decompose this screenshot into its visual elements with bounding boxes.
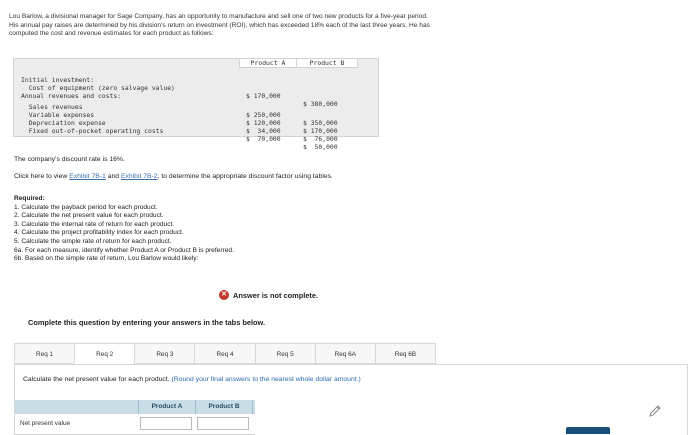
tab-req-3[interactable]: Req 3 <box>134 343 194 364</box>
intro-line: His annual pay raises are determined by his division's return on investment (ROI), which has exceeded 18% each of the last three years. He has <box>9 21 430 29</box>
required-item: 6b. Based on the simple rate of return, Lou Barlow would likely: <box>14 255 199 263</box>
error-x-icon: ✕ <box>219 290 229 300</box>
row-label: Variable expenses <box>21 111 95 119</box>
required-item: 6a. For each measure, identify whether Product A or Product B is preferred. <box>14 246 234 254</box>
required-list <box>14 195 234 264</box>
pencil-icon[interactable] <box>648 404 662 418</box>
tab-instruction <box>23 376 361 383</box>
value-product-b: $ 76,000 <box>303 135 338 143</box>
intro-line: computed the cost and revenue estimates for each product as follows: <box>9 30 214 38</box>
exhibit-prefix: Click here to view <box>14 173 70 180</box>
row-label: Depreciation expense <box>21 119 106 127</box>
tab-req-6b[interactable]: Req 6B <box>375 343 436 364</box>
required-item: 4. Calculate the project profitability index for each product. <box>14 229 184 237</box>
problem-intro <box>9 13 609 39</box>
required-heading: Required: <box>14 195 45 202</box>
exhibit-middle: and <box>105 173 121 180</box>
row-label: Annual revenues and costs: <box>21 92 122 100</box>
tab-req-1[interactable]: Req 1 <box>14 343 74 364</box>
row-label: Initial investment: <box>21 76 95 84</box>
npv-row-label: Net present value <box>20 420 71 427</box>
tab-req-5[interactable]: Req 5 <box>255 343 315 364</box>
value-product-a: $ 120,000 <box>246 119 281 127</box>
intro-line: Lou Barlow, a divisional manager for Sage Company, has an opportunity to manufacture and sell one of two new products for a five-year period. <box>9 13 428 20</box>
exhibit-7b2-link[interactable]: Exhibit 7B-2 <box>120 173 158 180</box>
value-product-b: $ 170,000 <box>303 127 338 135</box>
value-product-a: $ 250,000 <box>246 111 281 119</box>
value-product-b: $ 50,000 <box>303 143 338 151</box>
value-product-a: $ 34,000 <box>246 127 281 135</box>
answer-col-product-a: Product A <box>138 400 195 414</box>
instruction-main: Calculate the net present value for each product. <box>23 376 170 383</box>
npv-product-a-input[interactable] <box>140 417 192 430</box>
required-item: 3. Calculate the internal rate of return for each product. <box>14 220 175 228</box>
exhibit-7b1-link[interactable]: Exhibit 7B-1 <box>69 173 106 180</box>
col-header-product-a: Product A <box>239 59 296 68</box>
required-item: 1. Calculate the payback period for each product. <box>14 203 158 211</box>
answer-table-header <box>15 400 255 414</box>
col-header-product-b: Product B <box>296 59 358 68</box>
required-item: 2. Calculate the net present value for each product. <box>14 212 164 220</box>
table-row <box>14 68 378 84</box>
table-row <box>15 415 255 435</box>
cost-revenue-table <box>13 58 379 151</box>
row-label: Cost of equipment (zero salvage value) <box>21 84 175 92</box>
npv-product-b-input[interactable] <box>197 417 249 430</box>
answer-status <box>219 290 318 300</box>
tab-req-4[interactable]: Req 4 <box>194 343 254 364</box>
value-product-b: $ 380,000 <box>303 100 338 108</box>
instruction-hint: (Round your final answers to the nearest whole dollar amount.) <box>169 376 361 383</box>
exhibit-instruction <box>14 173 333 180</box>
exhibit-suffix: , to determine the appropriate discount factor using tables. <box>157 173 333 180</box>
tab-req-2[interactable]: Req 2 <box>74 343 134 364</box>
required-item: 5. Calculate the simple rate of return for each product. <box>14 237 172 245</box>
requirement-tabs <box>14 343 436 364</box>
value-product-b: $ 350,000 <box>303 119 338 127</box>
footer-badge <box>566 427 610 434</box>
value-product-a: $ 170,000 <box>246 92 281 100</box>
discount-rate-text: The company's discount rate is 16%. <box>14 156 125 163</box>
tab-req-6a[interactable]: Req 6A <box>315 343 375 364</box>
answer-col-product-b: Product B <box>195 400 253 414</box>
row-label: Sales revenues <box>21 103 83 111</box>
complete-instruction: Complete this question by entering your answers in the tabs below. <box>28 318 266 327</box>
value-product-a: $ 70,000 <box>246 135 281 143</box>
row-label: Fixed out-of-pocket operating costs <box>21 127 164 135</box>
answer-status-text: Answer is not complete. <box>233 290 319 300</box>
